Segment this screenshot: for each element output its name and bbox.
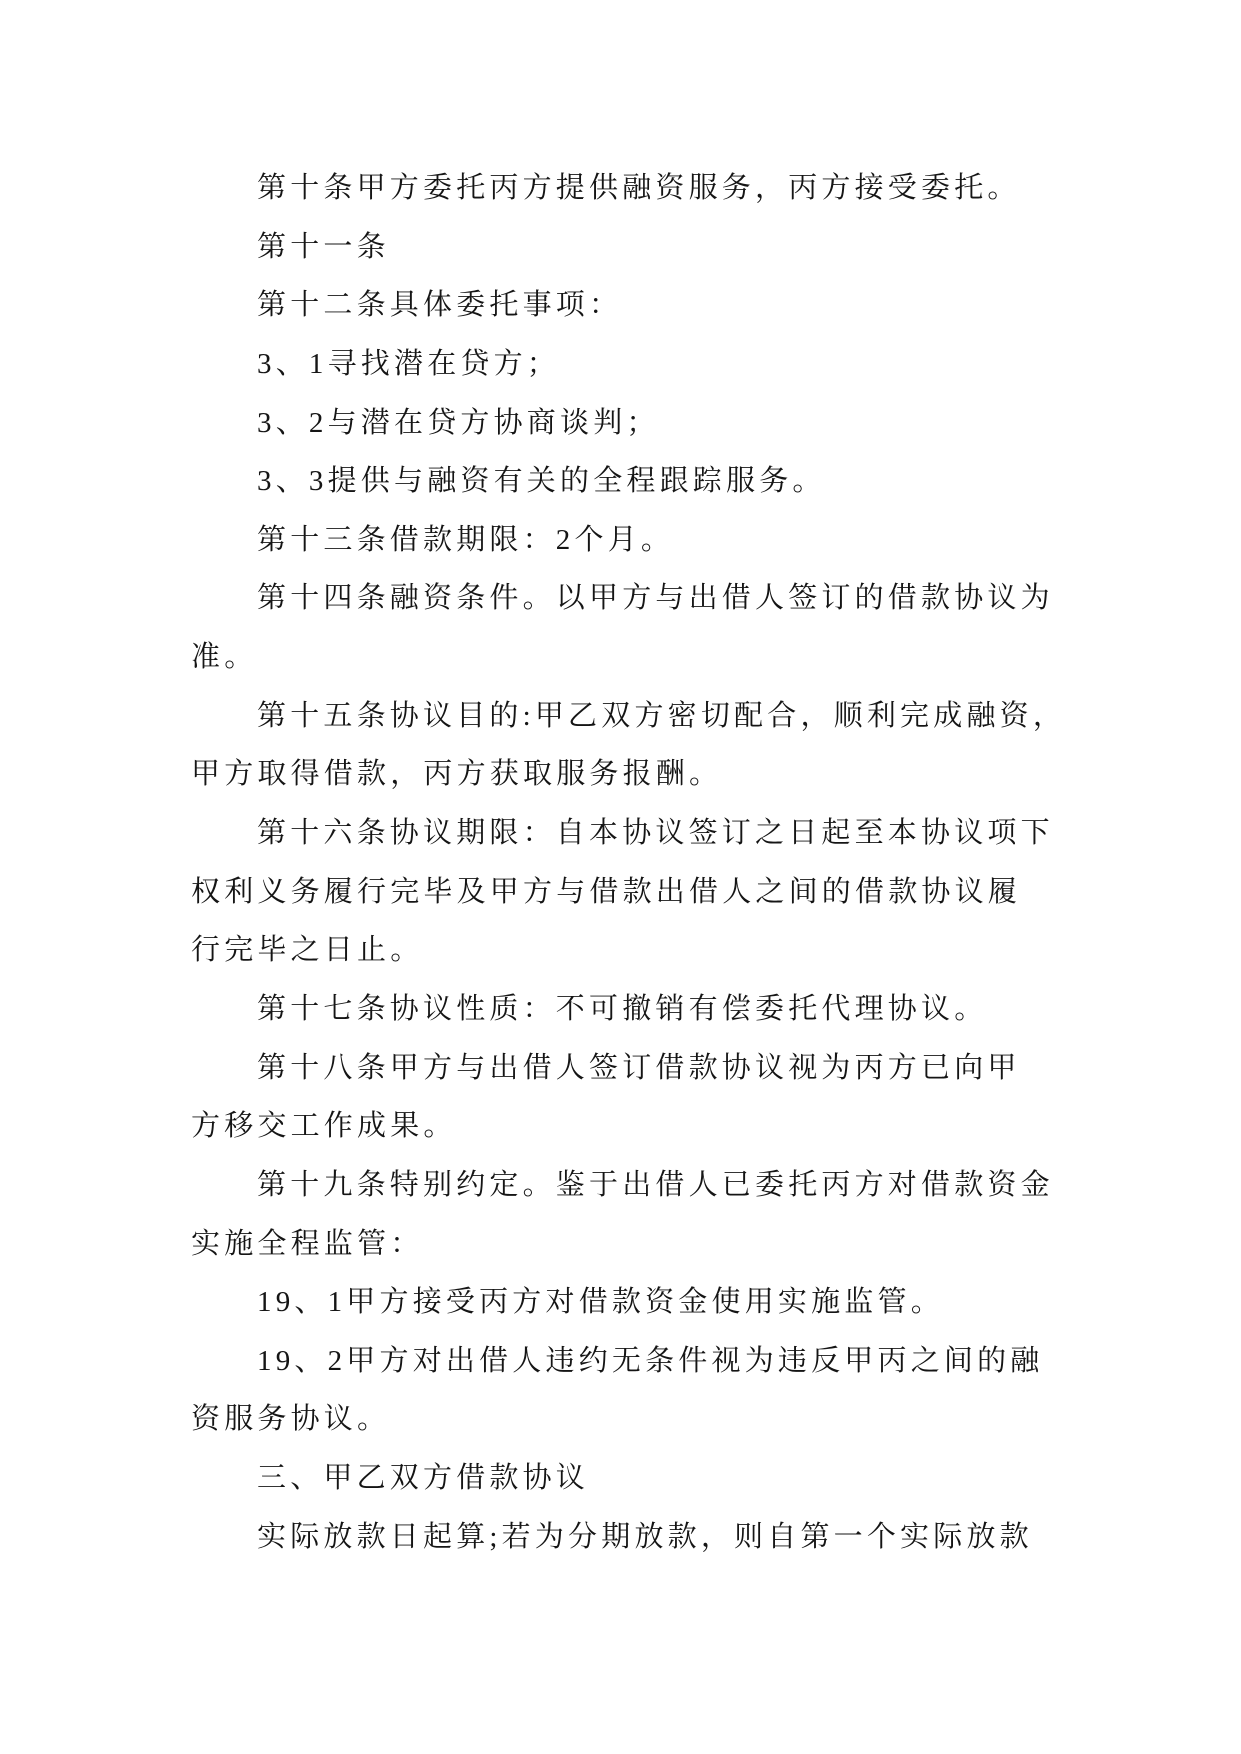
clause-17-line: 第十七条协议性质：不可撤销有偿委托代理协议。 [257, 992, 988, 1025]
clause-14-continuation: 准。 [191, 641, 258, 674]
clause-19-continuation: 实施全程监管： [191, 1227, 424, 1260]
clause-15-line: 第十五条协议目的:甲乙双方密切配合，顺利完成融资， [257, 699, 1067, 732]
clause-11-line: 第十一条 [257, 230, 390, 263]
clause-12-line: 第十二条具体委托事项： [257, 289, 623, 322]
clause-16-continuation-1: 权利义务履行完毕及甲方与借款出借人之间的借款协议履 [191, 875, 1022, 908]
clause-18-line: 第十八条甲方与出借人签订借款协议视为丙方已向甲 [257, 1051, 1021, 1084]
clause-14-line: 第十四条融资条件。以甲方与出借人签订的借款协议为 [257, 582, 1054, 615]
clause-15-continuation: 甲方取得借款，丙方获取服务报酬。 [191, 758, 723, 791]
clause-18-continuation: 方移交工作成果。 [191, 1110, 457, 1143]
clause-16-line: 第十六条协议期限：自本协议签订之日起至本协议项下 [257, 817, 1054, 850]
item-19-1-line: 19、1甲方接受丙方对借款资金使用实施监管。 [257, 1286, 944, 1319]
section-3-text-line: 实际放款日起算;若为分期放款，则自第一个实际放款 [257, 1520, 1033, 1553]
item-19-2-line: 19、2甲方对出借人违约无条件视为违反甲丙之间的融 [257, 1344, 1044, 1377]
section-3-heading: 三、甲乙双方借款协议 [257, 1462, 590, 1495]
document-body [191, 159, 1091, 1566]
item-3-2-line: 3、2与潜在贷方协商谈判； [257, 406, 660, 439]
clause-10-line: 第十条甲方委托丙方提供融资服务，丙方接受委托。 [257, 172, 1021, 204]
clause-16-continuation-2: 行完毕之日止。 [191, 934, 424, 967]
item-3-1-line: 3、1寻找潜在贷方； [257, 347, 561, 380]
clause-19-line: 第十九条特别约定。鉴于出借人已委托丙方对借款资金 [257, 1168, 1054, 1201]
item-19-2-continuation: 资服务协议。 [191, 1403, 391, 1436]
clause-13-line: 第十三条借款期限：2个月。 [257, 523, 675, 556]
item-3-3-line: 3、3提供与融资有关的全程跟踪服务。 [257, 465, 826, 498]
